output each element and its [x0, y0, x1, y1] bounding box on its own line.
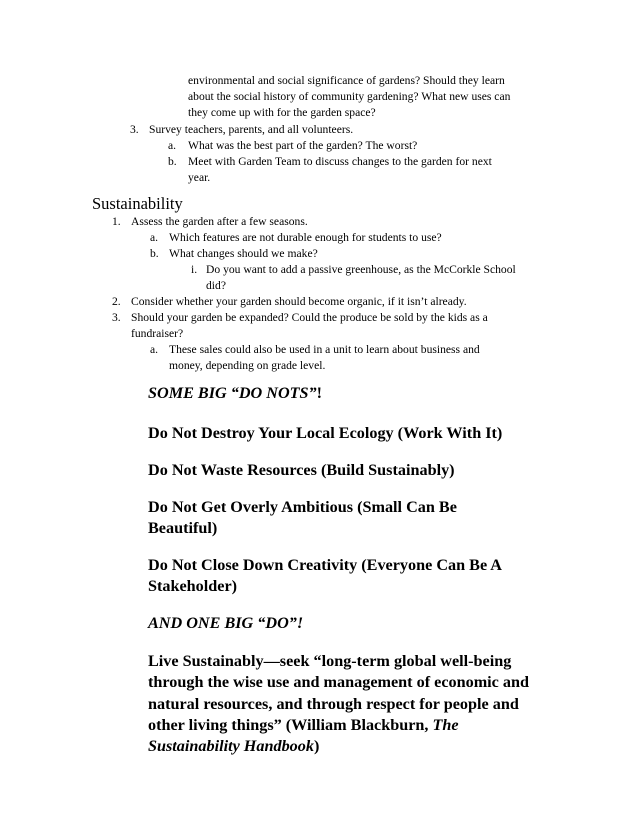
- do-heading: AND ONE BIG “DO”!: [148, 614, 304, 632]
- donot-item: Do Not Waste Resources (Build Sustainably): [148, 461, 455, 479]
- donot-item: Do Not Close Down Creativity (Everyone Can Be A: [148, 556, 502, 574]
- do-quote-line: through the wise use and management of economic and: [148, 673, 530, 691]
- continuation-line: about the social history of community gardening? What new uses can: [188, 90, 511, 103]
- do-quote-line: Live Sustainably—seek “long-term global well-being: [148, 652, 512, 670]
- donots-heading: [148, 383, 322, 405]
- sub-item-letter: a.: [150, 231, 159, 244]
- sub-item-text: year.: [188, 171, 211, 184]
- sub-item-text: money, depending on grade level.: [169, 359, 326, 372]
- list-item-text: Consider whether your garden should become organic, if it isn’t already.: [131, 295, 467, 308]
- sub-sub-item-number: i.: [191, 263, 198, 276]
- sub-item-text: What changes should we make?: [169, 247, 318, 260]
- sub-item-letter: b.: [150, 247, 159, 260]
- list-number: 1.: [112, 215, 121, 228]
- list-item-text: Survey teachers, parents, and all volunteers.: [149, 123, 354, 136]
- sub-sub-item-text: Do you want to add a passive greenhouse, as the McCorkle School: [206, 263, 516, 276]
- book-title: The: [432, 716, 459, 734]
- donot-item: Beautiful): [148, 519, 218, 537]
- closing-paren: ): [313, 737, 320, 755]
- donots-heading-italic: SOME BIG “DO NOTS”: [148, 384, 317, 402]
- list-item-text: fundraiser?: [131, 327, 184, 340]
- book-title: Sustainability Handbook: [148, 737, 314, 755]
- sub-item-text: Which features are not durable enough for students to use?: [169, 231, 442, 244]
- sub-item-letter: a.: [168, 139, 177, 152]
- sub-item-letter: b.: [168, 155, 177, 168]
- list-number: 3.: [112, 311, 121, 324]
- donot-item: Do Not Get Overly Ambitious (Small Can Be: [148, 498, 457, 516]
- do-quote-line: [148, 715, 459, 737]
- sub-item-text: Meet with Garden Team to discuss changes to the garden for next: [188, 155, 492, 168]
- do-quote-line: [148, 736, 319, 758]
- continuation-line: environmental and social significance of gardens? Should they learn: [188, 74, 505, 87]
- list-number: 3.: [130, 123, 139, 136]
- list-number: 2.: [112, 295, 121, 308]
- sub-item-letter: a.: [150, 343, 159, 356]
- donots-heading-exclamation: !: [316, 384, 323, 402]
- list-item-text: Should your garden be expanded? Could the produce be sold by the kids as a: [131, 311, 488, 324]
- do-quote-line: natural resources, and through respect for people and: [148, 695, 519, 713]
- continuation-line: they come up with for the garden space?: [188, 106, 376, 119]
- sub-item-text: These sales could also be used in a unit to learn about business and: [169, 343, 480, 356]
- list-item-text: Assess the garden after a few seasons.: [131, 215, 308, 228]
- donot-item: Do Not Destroy Your Local Ecology (Work With It): [148, 424, 503, 442]
- sub-item-text: What was the best part of the garden? The worst?: [188, 139, 418, 152]
- do-quote-text: other living things” (William Blackburn,: [148, 716, 433, 734]
- donot-item: Stakeholder): [148, 577, 238, 595]
- sub-sub-item-text: did?: [206, 279, 226, 292]
- section-heading: Sustainability: [92, 194, 183, 213]
